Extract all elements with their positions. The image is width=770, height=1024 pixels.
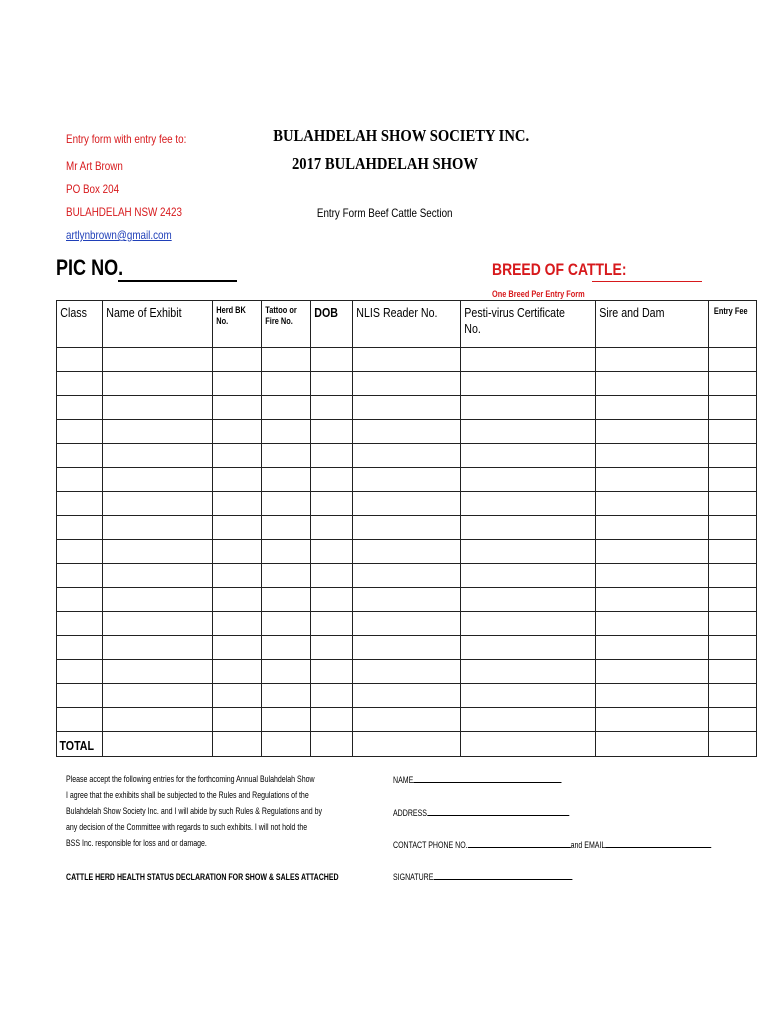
entry-cell[interactable] — [596, 516, 709, 540]
section-title: Entry Form Beef Cattle Section — [317, 206, 453, 220]
entry-cell[interactable] — [596, 588, 709, 612]
entry-cell[interactable] — [461, 516, 596, 540]
entry-cell[interactable] — [57, 468, 103, 492]
entry-cell[interactable] — [57, 372, 103, 396]
entry-cell[interactable] — [311, 588, 353, 612]
table-row — [57, 588, 757, 612]
entry-cell[interactable] — [709, 516, 757, 540]
entry-cell[interactable] — [709, 372, 757, 396]
entry-cell[interactable] — [709, 588, 757, 612]
entry-cell[interactable] — [311, 516, 353, 540]
signature-label: SIGNATURE — [393, 872, 434, 882]
entry-cell[interactable] — [262, 708, 311, 732]
entry-cell[interactable] — [57, 492, 103, 516]
total-cell[interactable] — [103, 732, 213, 757]
breed-input-line[interactable] — [592, 281, 702, 282]
table-row — [57, 492, 757, 516]
entry-cell[interactable] — [262, 348, 311, 372]
entry-cell[interactable] — [461, 372, 596, 396]
entry-cell[interactable] — [461, 588, 596, 612]
entry-cell[interactable] — [213, 516, 262, 540]
entry-cell[interactable] — [57, 588, 103, 612]
col-class: Class — [57, 301, 103, 348]
entry-cell[interactable] — [709, 612, 757, 636]
entry-cell[interactable] — [709, 708, 757, 732]
breed-note: One Breed Per Entry Form — [492, 289, 585, 299]
entry-cell[interactable] — [213, 468, 262, 492]
entry-cell[interactable] — [103, 372, 213, 396]
entry-cell[interactable] — [461, 396, 596, 420]
entry-cell[interactable] — [353, 660, 461, 684]
entry-cell[interactable] — [311, 396, 353, 420]
entry-cell[interactable] — [262, 444, 311, 468]
entry-cell[interactable] — [709, 540, 757, 564]
entry-cell[interactable] — [461, 684, 596, 708]
table-header-row — [57, 301, 757, 348]
entry-cell[interactable] — [213, 372, 262, 396]
entry-cell[interactable] — [709, 660, 757, 684]
entry-cell[interactable] — [103, 468, 213, 492]
contact-po-box: PO Box 204 — [66, 182, 120, 196]
breed-label: BREED OF CATTLE: — [492, 260, 627, 279]
terms-line: any decision of the Committee with regards to such exhibits. I will not hold the — [66, 822, 308, 832]
entry-cell[interactable] — [103, 540, 213, 564]
entry-cell[interactable] — [709, 420, 757, 444]
col-pestivirus: Pesti-virus Certificate No. — [461, 301, 596, 348]
entry-cell[interactable] — [213, 492, 262, 516]
col-tattoo: Tattoo or Fire No. — [262, 301, 311, 348]
entry-cell[interactable] — [103, 612, 213, 636]
society-title: BULAHDELAH SHOW SOCIETY INC. — [273, 126, 530, 145]
entry-cell[interactable] — [57, 348, 103, 372]
total-cell[interactable] — [461, 732, 596, 757]
entry-cell[interactable] — [103, 636, 213, 660]
entry-cell[interactable] — [103, 420, 213, 444]
col-name-of-exhibit: Name of Exhibit — [103, 301, 213, 348]
entry-cell[interactable] — [311, 444, 353, 468]
col-herd-bk: Herd BK No. — [213, 301, 262, 348]
entry-cell[interactable] — [57, 444, 103, 468]
entry-cell[interactable] — [311, 540, 353, 564]
address-label: ADDRESS — [393, 808, 427, 818]
entry-cell[interactable] — [103, 492, 213, 516]
entry-cell[interactable] — [311, 612, 353, 636]
entry-cell[interactable] — [311, 660, 353, 684]
entry-cell[interactable] — [57, 636, 103, 660]
entry-cell[interactable] — [709, 492, 757, 516]
entry-cell[interactable] — [709, 684, 757, 708]
entry-cell[interactable] — [461, 564, 596, 588]
entry-cell[interactable] — [262, 636, 311, 660]
entry-cell[interactable] — [262, 660, 311, 684]
entry-cell[interactable] — [596, 660, 709, 684]
entry-cell[interactable] — [461, 348, 596, 372]
email-line[interactable] — [605, 847, 711, 848]
entry-cell[interactable] — [311, 492, 353, 516]
entry-cell[interactable] — [353, 540, 461, 564]
entry-cell[interactable] — [57, 612, 103, 636]
terms-line: Bulahdelah Show Society Inc. and I will abide by such Rules & Regulations and by — [66, 806, 322, 816]
entry-cell[interactable] — [461, 660, 596, 684]
table-row — [57, 612, 757, 636]
entry-cell[interactable] — [57, 516, 103, 540]
entry-table — [56, 300, 757, 757]
signature-field[interactable] — [393, 872, 572, 882]
entry-cell[interactable] — [311, 564, 353, 588]
table-row — [57, 636, 757, 660]
phone-line[interactable] — [468, 847, 571, 848]
entry-cell[interactable] — [461, 420, 596, 444]
entry-cell[interactable] — [596, 564, 709, 588]
show-title: 2017 BULAHDELAH SHOW — [291, 154, 479, 173]
col-dob: DOB — [311, 301, 353, 348]
entry-cell[interactable] — [262, 516, 311, 540]
total-row — [57, 732, 757, 757]
entry-cell[interactable] — [596, 444, 709, 468]
entry-cell[interactable] — [262, 396, 311, 420]
entry-cell[interactable] — [213, 444, 262, 468]
entry-cell[interactable] — [461, 492, 596, 516]
entry-cell[interactable] — [596, 612, 709, 636]
entry-cell[interactable] — [57, 540, 103, 564]
entry-cell[interactable] — [353, 420, 461, 444]
email-label: and EMAIL — [570, 840, 606, 850]
entry-cell[interactable] — [262, 468, 311, 492]
entry-cell[interactable] — [353, 468, 461, 492]
entry-cell[interactable] — [213, 420, 262, 444]
entry-cell[interactable] — [596, 708, 709, 732]
entry-cell[interactable] — [213, 660, 262, 684]
address-line[interactable] — [427, 815, 569, 816]
entry-cell[interactable] — [353, 636, 461, 660]
name-field[interactable] — [393, 775, 561, 785]
col-nlis: NLIS Reader No. — [353, 301, 461, 348]
terms-line: I agree that the exhibits shall be subjected to the Rules and Regulations of the — [66, 790, 309, 800]
entry-cell[interactable] — [353, 684, 461, 708]
entry-cell[interactable] — [596, 468, 709, 492]
name-label: NAME — [393, 775, 414, 785]
entry-cell[interactable] — [311, 684, 353, 708]
entry-cell[interactable] — [213, 708, 262, 732]
entry-cell[interactable] — [103, 444, 213, 468]
entry-cell[interactable] — [262, 540, 311, 564]
entry-cell[interactable] — [57, 708, 103, 732]
entry-cell[interactable] — [596, 636, 709, 660]
total-cell[interactable] — [709, 732, 757, 757]
table-row — [57, 444, 757, 468]
entry-label: Entry form with entry fee to: — [66, 132, 187, 146]
terms-line: Please accept the following entries for the forthcoming Annual Bulahdelah Show — [66, 774, 315, 784]
address-field[interactable] — [393, 808, 569, 818]
table-row — [57, 684, 757, 708]
table-row — [57, 468, 757, 492]
entry-cell[interactable] — [709, 348, 757, 372]
entry-cell[interactable] — [103, 564, 213, 588]
entry-cell[interactable] — [262, 564, 311, 588]
entry-cell[interactable] — [213, 348, 262, 372]
entry-cell[interactable] — [461, 636, 596, 660]
entry-cell[interactable] — [311, 420, 353, 444]
entry-cell[interactable] — [353, 492, 461, 516]
entry-cell[interactable] — [262, 420, 311, 444]
entry-cell[interactable] — [103, 588, 213, 612]
phone-label: CONTACT PHONE NO. — [393, 840, 468, 850]
entry-cell[interactable] — [461, 444, 596, 468]
entry-cell[interactable] — [213, 564, 262, 588]
total-cell[interactable] — [311, 732, 353, 757]
entry-cell[interactable] — [353, 564, 461, 588]
entry-cell[interactable] — [353, 708, 461, 732]
entry-cell[interactable] — [353, 348, 461, 372]
health-declaration: CATTLE HERD HEALTH STATUS DECLARATION FOR SHOW & SALES ATTACHED — [66, 872, 339, 882]
col-sire-dam: Sire and Dam — [596, 301, 709, 348]
entry-cell[interactable] — [709, 468, 757, 492]
entry-cell[interactable] — [213, 540, 262, 564]
entry-cell[interactable] — [353, 516, 461, 540]
entry-cell[interactable] — [311, 348, 353, 372]
phone-email-field[interactable] — [393, 840, 711, 850]
entry-cell[interactable] — [213, 612, 262, 636]
table-row — [57, 660, 757, 684]
section-title-wrap — [255, 204, 515, 222]
contact-email-link[interactable]: artlynbrown@gmail.com — [66, 228, 172, 242]
entry-cell[interactable] — [213, 396, 262, 420]
entry-cell[interactable] — [262, 372, 311, 396]
entry-cell[interactable] — [596, 684, 709, 708]
entry-cell[interactable] — [57, 660, 103, 684]
entry-cell[interactable] — [262, 684, 311, 708]
entry-cell[interactable] — [213, 636, 262, 660]
total-cell[interactable] — [213, 732, 262, 757]
total-cell[interactable] — [262, 732, 311, 757]
entry-cell[interactable] — [596, 420, 709, 444]
name-line[interactable] — [413, 782, 561, 783]
entry-cell[interactable] — [57, 684, 103, 708]
entry-cell[interactable] — [596, 540, 709, 564]
total-cell[interactable] — [596, 732, 709, 757]
entry-cell[interactable] — [461, 540, 596, 564]
entry-cell[interactable] — [311, 468, 353, 492]
entry-cell[interactable] — [213, 588, 262, 612]
entry-cell[interactable] — [262, 612, 311, 636]
terms-paragraph — [66, 771, 366, 851]
table-row — [57, 708, 757, 732]
total-label-cell — [57, 732, 103, 757]
entry-cell[interactable] — [709, 396, 757, 420]
entry-cell[interactable] — [353, 396, 461, 420]
entry-cell[interactable] — [461, 468, 596, 492]
entry-cell[interactable] — [353, 612, 461, 636]
col-entry-fee: Entry Fee — [709, 301, 757, 348]
entry-cell[interactable] — [709, 564, 757, 588]
terms-line: BSS Inc. responsible for loss and or damage. — [66, 838, 207, 848]
entry-cell[interactable] — [103, 684, 213, 708]
entry-cell[interactable] — [461, 612, 596, 636]
table-row — [57, 516, 757, 540]
entry-cell[interactable] — [596, 492, 709, 516]
entry-cell[interactable] — [57, 420, 103, 444]
entry-cell[interactable] — [103, 516, 213, 540]
entry-cell[interactable] — [596, 372, 709, 396]
entry-cell[interactable] — [353, 444, 461, 468]
entry-cell[interactable] — [709, 444, 757, 468]
total-label: TOTAL — [59, 737, 95, 753]
entry-cell[interactable] — [262, 588, 311, 612]
table-row — [57, 420, 757, 444]
entry-cell[interactable] — [311, 708, 353, 732]
total-cell[interactable] — [353, 732, 461, 757]
table-row — [57, 396, 757, 420]
entry-cell[interactable] — [57, 564, 103, 588]
entry-cell[interactable] — [103, 708, 213, 732]
table-row — [57, 348, 757, 372]
entry-cell[interactable] — [213, 684, 262, 708]
entry-cell[interactable] — [461, 708, 596, 732]
table-row — [57, 564, 757, 588]
contact-name: Mr Art Brown — [66, 159, 123, 173]
entry-cell[interactable] — [353, 372, 461, 396]
entry-cell[interactable] — [709, 636, 757, 660]
contact-town: BULAHDELAH NSW 2423 — [66, 205, 182, 219]
table-row — [57, 372, 757, 396]
entry-cell[interactable] — [596, 396, 709, 420]
entry-cell[interactable] — [103, 660, 213, 684]
pic-label: PIC NO. — [56, 255, 124, 280]
entry-cell[interactable] — [311, 372, 353, 396]
table-row — [57, 540, 757, 564]
pic-input-line[interactable] — [118, 280, 237, 282]
signature-line[interactable] — [433, 879, 572, 880]
entry-cell[interactable] — [311, 636, 353, 660]
entry-cell[interactable] — [57, 396, 103, 420]
entry-cell[interactable] — [103, 396, 213, 420]
entry-cell[interactable] — [353, 588, 461, 612]
entry-cell[interactable] — [596, 348, 709, 372]
entry-cell[interactable] — [262, 492, 311, 516]
entry-cell[interactable] — [103, 348, 213, 372]
